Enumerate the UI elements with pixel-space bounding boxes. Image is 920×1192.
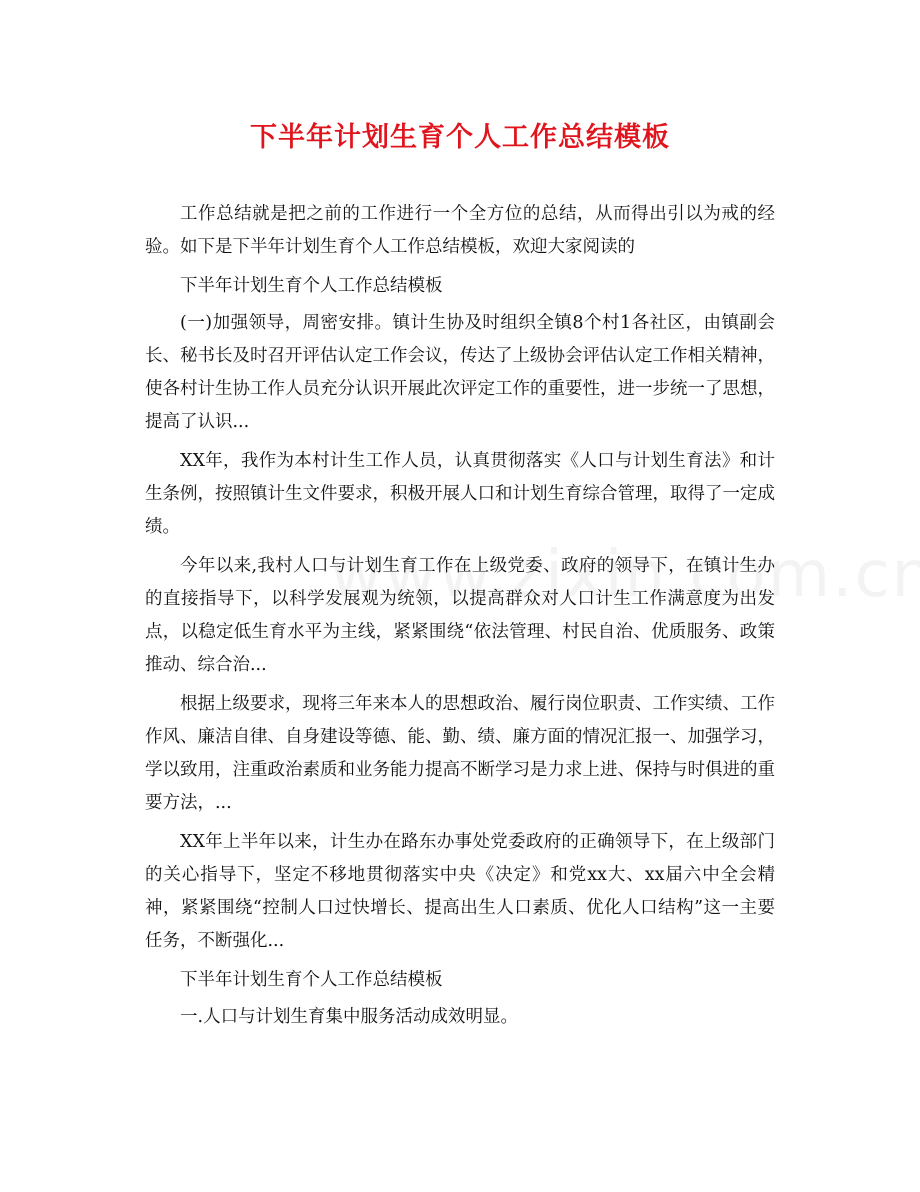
paragraph-heading-2: 下半年计划生育个人工作总结模板 [180,970,443,990]
document-body [145,198,775,1040]
paragraph-this-year: 今年以来,我村人口与计划生育工作在上级党委、政府的领导下，在镇计生办的直接指导下，以科学发展观为统领，以提高群众对人口计生工作满意度为出发点，以稳定低生育水平为主线，紧紧围绕“依法管理、村民自治、优质服务、政策推动、综合治... [145,556,775,675]
paragraph-intro: 工作总结就是把之前的工作进行一个全方位的总结，从而得出引以为戒的经验。如下是下半年计划生育个人工作总结模板，欢迎大家阅读的 [145,204,775,257]
document-title: 下半年计划生育个人工作总结模板 [250,122,670,153]
paragraph-report: 根据上级要求，现将三年来本人的思想政治、履行岗位职责、工作实绩、工作作风、廉洁自律、自身建设等德、能、勤、绩、廉方面的情况汇报一、加强学习，学以致用，注重政治素质和业务能力提高不断学习是力求上进、保持与时俱进的重要方法，... [145,694,775,813]
paragraph-leadership: (一)加强领导，周密安排。镇计生协及时组织全镇8个村1各社区，由镇副会长、秘书长及时召开评估认定工作会议，传达了上级协会评估认定工作相关精神，使各村计生协工作人员充分认识开展此次评定工作的重要性，进一步统一了思想，提高了认识... [145,313,775,432]
paragraph-section-one: 一.人口与计划生育集中服务活动成效明显。 [180,1007,519,1027]
paragraph-village-work: XX年，我作为本村计生工作人员，认真贯彻落实《人口与计划生育法》和计生条例，按照镇计生文件要求，积极开展人口和计划生育综合管理，取得了一定成绩。 [145,451,775,537]
paragraph-heading-1: 下半年计划生育个人工作总结模板 [180,276,443,296]
paragraph-first-half: XX年上半年以来，计生办在路东办事处党委政府的正确领导下，在上级部门的关心指导下，坚定不移地贯彻落实中央《决定》和党xx大、xx届六中全会精神，紧紧围绕“控制人口过快增长、提高出生人口素质、优化人口结构”这一主要任务，不断强化... [145,832,775,951]
